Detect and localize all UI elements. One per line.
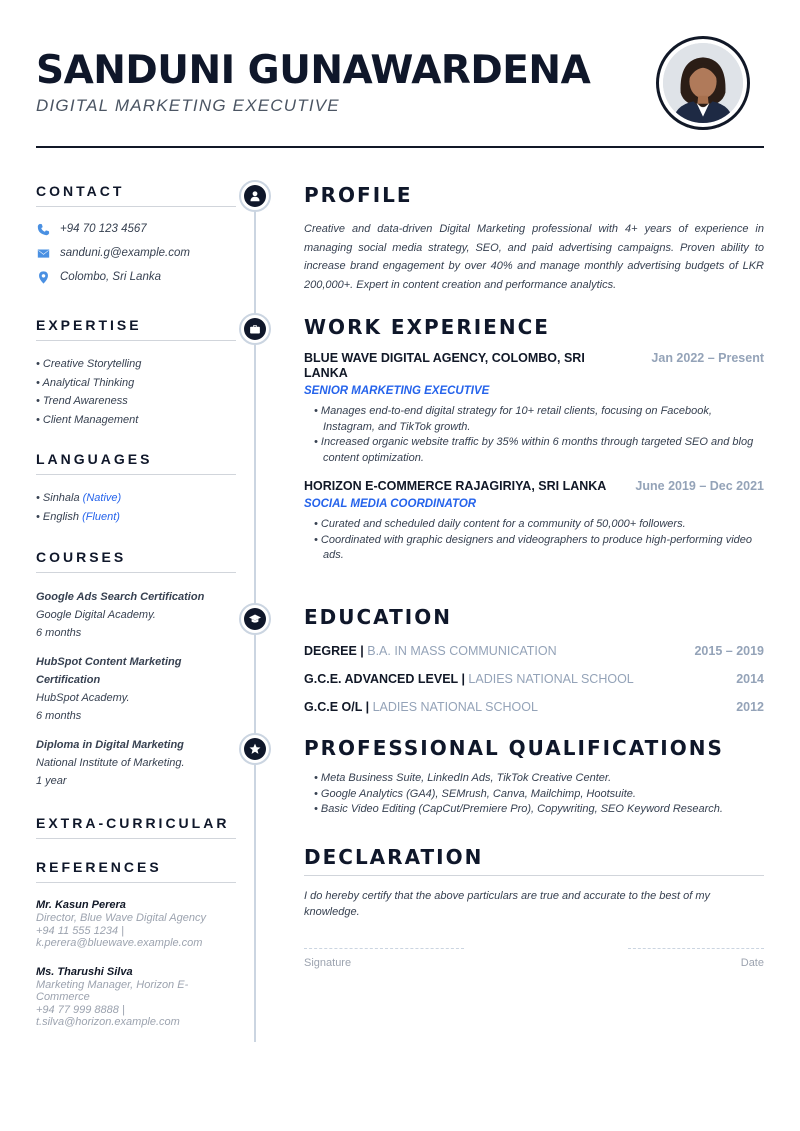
education-year: 2012 xyxy=(736,700,764,714)
profile-section xyxy=(304,183,764,294)
job-dates: June 2019 – Dec 2021 xyxy=(635,479,764,493)
expertise-list xyxy=(36,355,236,429)
reference-name: Mr. Kasun Perera xyxy=(36,899,126,911)
graduation-cap-icon xyxy=(249,613,261,625)
course-provider: National Institute of Marketing. xyxy=(36,757,185,769)
qualifications-heading: PROFESSIONAL QUALIFICATIONS xyxy=(304,736,724,760)
list-item: • English (Fluent) xyxy=(36,510,120,523)
language-level: (Fluent) xyxy=(82,510,120,523)
contact-location xyxy=(36,265,236,289)
qualifications-list xyxy=(304,771,764,818)
job-bullets xyxy=(304,404,764,466)
course-provider: HubSpot Academy. xyxy=(36,692,130,704)
reference-role: Director, Blue Wave Digital Agency xyxy=(36,912,206,924)
reference-email[interactable]: t.silva@horizon.example.com xyxy=(36,1016,180,1028)
portrait-illustration-icon xyxy=(663,43,743,123)
date-label: Date xyxy=(740,957,764,969)
job-dates: Jan 2022 – Present xyxy=(651,351,764,365)
references-heading: REFERENCES xyxy=(36,859,236,883)
job-role: SOCIAL MEDIA COORDINATOR xyxy=(304,498,477,510)
qualifications-section xyxy=(304,736,764,818)
profile-heading: PROFILE xyxy=(304,183,413,207)
timeline-node-qualifications xyxy=(239,733,271,765)
resume-header xyxy=(36,48,636,116)
profile-photo xyxy=(656,36,750,130)
timeline-node-experience xyxy=(239,313,271,345)
list-item: • Curated and scheduled daily content for a community of 50,000+ followers. xyxy=(314,518,686,530)
email-text: sanduni.g@example.com xyxy=(60,247,190,259)
list-item: • Google Analytics (GA4), SEMrush, Canva, Mailchimp, Hootsuite. xyxy=(314,787,636,800)
job-entry xyxy=(304,479,764,564)
location-text: Colombo, Sri Lanka xyxy=(60,271,161,283)
extracurricular-heading: EXTRA-CURRICULAR xyxy=(36,815,236,839)
extracurricular-section xyxy=(36,815,236,839)
signature-line xyxy=(304,948,464,949)
language-level: (Native) xyxy=(82,492,122,504)
contact-email[interactable] xyxy=(36,241,236,265)
reference-phone: +94 77 999 8888 | xyxy=(36,1003,125,1016)
expertise-heading: EXPERTISE xyxy=(36,317,236,341)
declaration-text: I do hereby certify that the above particulars are true and accurate to the best of my knowledge. xyxy=(304,890,711,918)
list-item: • Increased organic website traffic by 35% within 6 months through targeted SEO and blog content optimization. xyxy=(314,436,754,464)
job-entry xyxy=(304,351,764,466)
star-icon xyxy=(249,743,261,755)
job-bullets xyxy=(304,517,764,564)
education-row: G.C.E. ADVANCED LEVEL | LADIES NATIONAL SCHOOL 2014 xyxy=(304,672,764,686)
contact-heading: CONTACT xyxy=(36,183,236,207)
education-row: G.C.E O/L | LADIES NATIONAL SCHOOL 2012 xyxy=(304,700,764,714)
course-title: HubSpot Content Marketing xyxy=(36,656,182,668)
work-experience-section xyxy=(304,315,764,564)
briefcase-icon xyxy=(249,323,261,335)
reference-name: Ms. Tharushi Silva xyxy=(36,965,133,978)
contact-phone[interactable] xyxy=(36,217,236,241)
user-icon xyxy=(249,190,261,202)
course-title: Diploma in Digital Marketing xyxy=(36,739,184,751)
map-pin-icon xyxy=(37,271,50,284)
candidate-title: DIGITAL MARKETING EXECUTIVE xyxy=(36,96,340,115)
header-divider xyxy=(36,146,764,148)
job-company: BLUE WAVE DIGITAL AGENCY, COLOMBO, SRI LANKA xyxy=(304,351,585,380)
reference-item xyxy=(36,966,236,1029)
languages-section xyxy=(36,451,236,526)
course-duration: 6 months xyxy=(36,710,82,722)
list-item: • Meta Business Suite, LinkedIn Ads, TikTok Creative Center. xyxy=(314,772,612,784)
timeline-node-profile xyxy=(239,180,271,212)
reference-email[interactable]: k.perera@bluewave.example.com xyxy=(36,937,203,949)
date-line xyxy=(628,948,764,949)
reference-role: Commerce xyxy=(36,991,90,1003)
education-heading: EDUCATION xyxy=(304,605,452,629)
avatar xyxy=(663,43,743,123)
education-row: DEGREE | B.A. IN MASS COMMUNICATION 2015 – 2019 xyxy=(304,644,764,658)
list-item: • Coordinated with graphic designers and videographers to produce high-performing video ads. xyxy=(314,533,753,561)
declaration-heading: DECLARATION xyxy=(304,845,764,876)
course-provider: Google Digital Academy. xyxy=(36,609,156,621)
phone-text: +94 70 123 4567 xyxy=(60,223,147,235)
profile-summary: Creative and data-driven Digital Marketing professional with 4+ years of experience in managing social media strategy, SEO, and paid advertising campaigns. Proven ability to increase brand engagement by over 40% and manage monthly advertising budgets of LKR 200,000+. Expert in content creation and performance analytics. xyxy=(304,223,764,291)
list-item: • Sinhala (Native) xyxy=(36,492,122,504)
contact-section xyxy=(36,183,236,289)
course-title: Certification xyxy=(36,674,101,686)
course-duration: 6 months xyxy=(36,627,82,639)
signature-lines xyxy=(304,948,764,949)
timeline-node-education xyxy=(239,603,271,635)
courses-section xyxy=(36,549,236,790)
course-item xyxy=(36,588,236,642)
course-title: Google Ads Search Certification xyxy=(36,591,205,603)
phone-icon xyxy=(37,223,50,236)
languages-list xyxy=(36,489,236,526)
work-experience-heading: WORK EXPERIENCE xyxy=(304,315,550,339)
courses-heading: COURSES xyxy=(36,549,236,573)
education-section xyxy=(304,605,764,721)
languages-heading: LANGUAGES xyxy=(36,451,236,475)
list-item: • Trend Awareness xyxy=(36,395,128,407)
reference-phone: +94 11 555 1234 | xyxy=(36,924,124,937)
candidate-name: SANDUNI GUNAWARDENA xyxy=(36,48,591,93)
education-year: 2015 – 2019 xyxy=(694,644,764,658)
declaration-section xyxy=(304,845,764,969)
envelope-icon xyxy=(37,247,50,260)
list-item: • Basic Video Editing (CapCut/Premiere Pro), Copywriting, SEO Keyword Research. xyxy=(314,803,723,815)
job-role: SENIOR MARKETING EXECUTIVE xyxy=(304,385,490,397)
list-item: • Creative Storytelling xyxy=(36,358,142,370)
education-year: 2014 xyxy=(736,672,764,686)
list-item: • Analytical Thinking xyxy=(36,376,135,389)
list-item: • Manages end-to-end digital strategy for 10+ retail clients, focusing on Facebook, Instagram, and TikTok growth. xyxy=(314,405,712,433)
reference-role: Marketing Manager, Horizon E- xyxy=(36,978,189,991)
course-item xyxy=(36,736,236,790)
job-company: HORIZON E-COMMERCE RAJAGIRIYA, SRI LANKA xyxy=(304,479,607,493)
list-item: • Client Management xyxy=(36,413,139,426)
course-duration: 1 year xyxy=(36,775,67,787)
course-item xyxy=(36,653,236,725)
signature-label: Signature xyxy=(304,957,352,969)
expertise-section xyxy=(36,317,236,429)
reference-item xyxy=(36,899,236,950)
references-section xyxy=(36,859,236,1029)
